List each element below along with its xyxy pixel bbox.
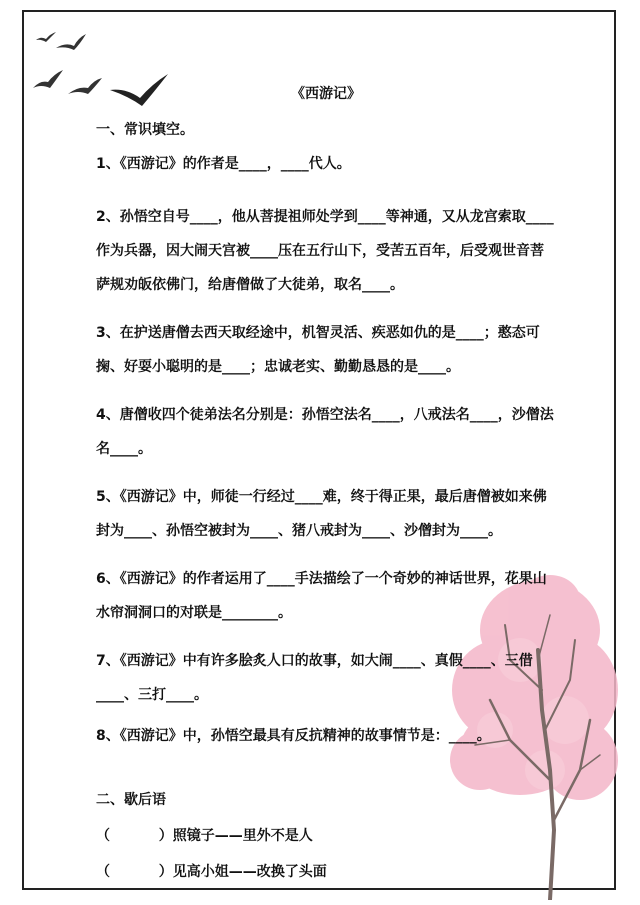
question-5: 5、《西游记》中，师徒一行经过____难，终于得正果，最后唐僧被如来佛封为____、孙悟空被封为____、猪八戒封为____、沙僧封为____。 bbox=[96, 489, 547, 539]
section-heading-xiehouyu: 二、歇后语 bbox=[96, 792, 166, 808]
question-3: 3、在护送唐僧去西天取经途中，机智灵活、疾恶如仇的是____；憨态可掬、好耍小聪明的是____；忠诚老实、勤勤恳恳的是____。 bbox=[96, 325, 540, 375]
question-8: 8、《西游记》中，孙悟空最具有反抗精神的故事情节是：____。 bbox=[96, 728, 491, 744]
document-title: 《西游记》 bbox=[291, 86, 361, 102]
worksheet bbox=[96, 84, 556, 898]
question-6: 6、《西游记》的作者运用了____手法描绘了一个奇妙的神话世界，花果山水帘洞洞口的对联是________。 bbox=[96, 571, 547, 621]
question-2: 2、孙悟空自号____，他从菩提祖师处学到____等神通，又从龙宫索取____作为兵器，因大闹天宫被____压在五行山下，受苦五百年，后受观世音菩萨规劝皈依佛门，给唐僧做了大徒弟，取名____。 bbox=[96, 209, 554, 293]
question-7: 7、《西游记》中有许多脍炙人口的故事，如大闹____、真假____、三借____、三打____。 bbox=[96, 653, 533, 703]
question-4: 4、唐僧收四个徒弟法名分别是：孙悟空法名____，八戒法名____，沙僧法名____。 bbox=[96, 407, 554, 457]
xiehouyu-item-1: （ ）照镜子——里外不是人 bbox=[96, 828, 313, 844]
section-heading-common-knowledge: 一、常识填空。 bbox=[96, 122, 194, 138]
question-1: 1、《西游记》的作者是____，____代人。 bbox=[96, 156, 351, 172]
xiehouyu-item-2: （ ）见高小姐——改换了头面 bbox=[96, 864, 327, 880]
